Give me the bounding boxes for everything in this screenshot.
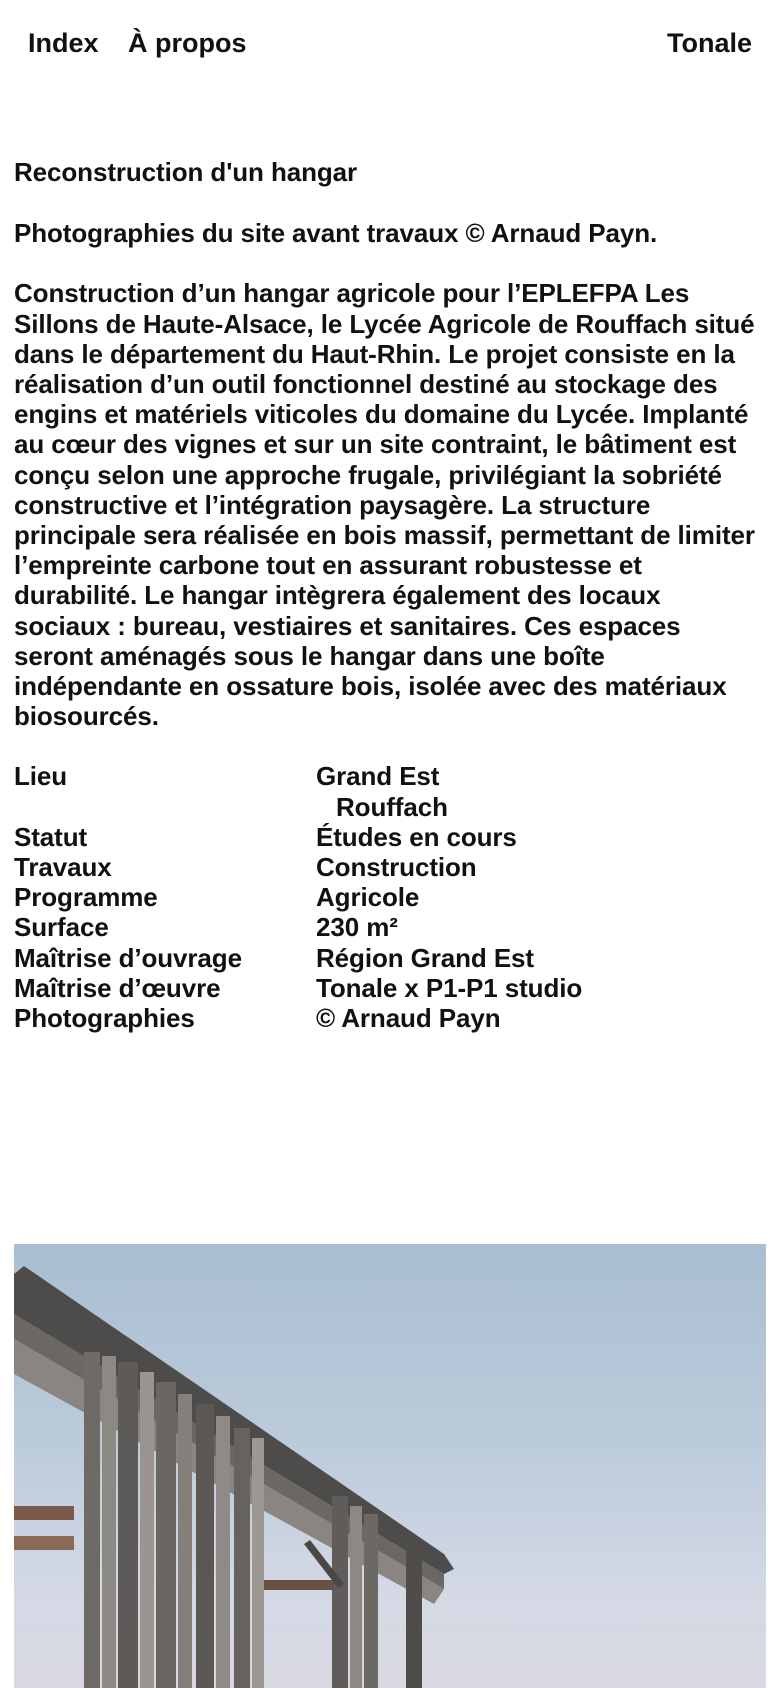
info-row-photographies: [14, 1003, 582, 1033]
info-row-maitrise-ouvrage: [14, 943, 582, 973]
photo-credit-line: Photographies du site avant travaux © Arnaud Payn.: [14, 218, 658, 249]
project-info-table: [14, 761, 582, 1033]
info-label: Maîtrise d’ouvrage: [14, 942, 242, 973]
info-label: Surface: [14, 912, 109, 943]
info-row-lieu: [14, 761, 582, 821]
info-value: [316, 761, 582, 821]
info-value: Tonale x P1-P1 studio: [316, 972, 583, 1003]
nav-link-about[interactable]: À propos: [128, 28, 247, 58]
project-title: Reconstruction d'un hangar: [14, 157, 358, 187]
hangar-photo: [14, 1244, 766, 1688]
info-label: Statut: [14, 821, 88, 852]
info-label: Maîtrise d’œuvre: [14, 972, 221, 1003]
info-label: Travaux: [14, 852, 112, 883]
project-content: [14, 157, 762, 1033]
info-value: Études en cours: [316, 821, 517, 852]
info-value: © Arnaud Payn: [316, 1003, 501, 1034]
brand-link[interactable]: Tonale: [666, 28, 752, 58]
top-navigation: [28, 26, 752, 60]
info-value-region: Grand Est: [316, 761, 440, 792]
info-label: Programme: [14, 882, 158, 913]
info-row-programme: [14, 882, 582, 912]
info-label: Lieu: [14, 761, 68, 792]
info-row-statut: [14, 822, 582, 852]
project-description: Construction d’un hangar agricole pour l’EPLEFPA Les Sillons de Haute-Alsace, le Lycée Agricole de Rouffach situé dans le département du Haut-Rhin. Le projet consiste en la réalisation d’un outil fonctionnel destiné au stockage des engins et matériels viticoles du domaine du Lycée. Implanté au cœur des vignes et sur un site contraint, le bâtiment est conçu selon une approche frugale, privilégiant la sobriété constructive et l’intégration paysagère. La structure principale sera réalisée en bois massif, permettant de limiter l’empreinte carbone tout en assurant robustesse et durabilité. Le hangar intègrera également des locaux sociaux : bureau, vestiaires et sanitaires. Ces espaces seront aménagés sous le hangar dans une boîte indépendante en ossature bois, isolée avec des matériaux biosourcés.: [14, 278, 755, 732]
info-label: Photographies: [14, 1003, 195, 1034]
info-row-maitrise-oeuvre: [14, 973, 582, 1003]
info-value: 230 m²: [316, 912, 398, 943]
info-value: Construction: [316, 852, 477, 883]
info-row-travaux: [14, 852, 582, 882]
info-row-surface: [14, 912, 582, 942]
info-value: Région Grand Est: [316, 942, 534, 973]
hangar-photo-illustration: [14, 1244, 766, 1688]
info-value: Agricole: [316, 882, 420, 913]
info-value-city: Rouffach: [336, 791, 448, 822]
nav-link-index[interactable]: Index: [28, 28, 99, 58]
